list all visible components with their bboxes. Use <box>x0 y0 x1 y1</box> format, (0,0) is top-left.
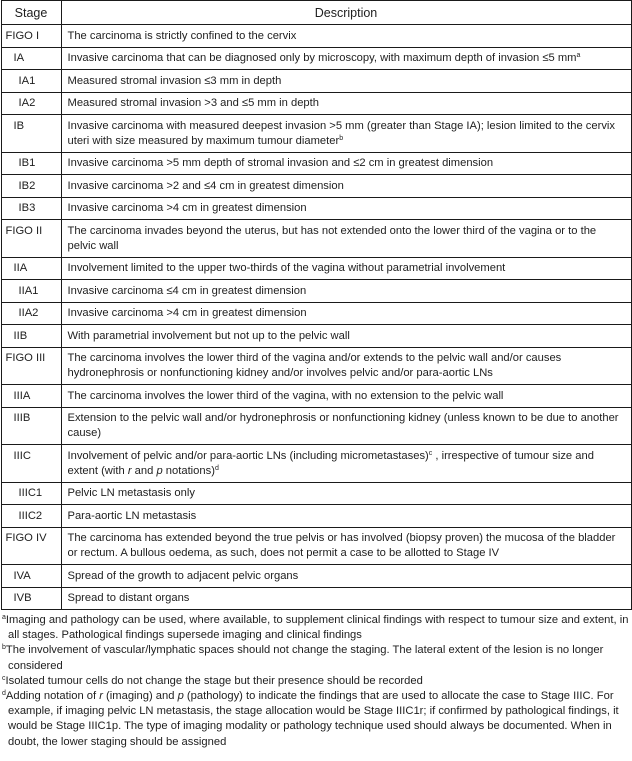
description-text: Extension to the pelvic wall and/or hydronephrosis or nonfunctioning kidney (unless known to be due to another cause) <box>67 412 619 439</box>
description-text: notations) <box>162 464 215 477</box>
footnote-marker: c <box>428 449 433 457</box>
table-row <box>1 280 631 303</box>
table-row <box>1 482 631 505</box>
stage-cell: IA2 <box>1 92 61 115</box>
description-text: Spread of the growth to adjacent pelvic organs <box>67 569 299 582</box>
table-row <box>1 587 631 610</box>
footnote-a <box>2 613 631 643</box>
footnote-marker: b <box>339 134 344 142</box>
stage-cell: IA <box>1 47 61 70</box>
description-text: Measured stromal invasion >3 and ≤5 mm in depth <box>67 97 319 109</box>
footnote-mark: a <box>2 614 6 621</box>
footnote-text: Imaging and pathology can be used, where available, to supplement clinical findings with respect to tumour size and extent, in all stages. Pathological findings supersede imaging and clinical findings <box>5 614 629 642</box>
description-text: Involvement limited to the upper two-thirds of the vagina without parametrial involvement <box>67 262 506 274</box>
description-cell <box>61 257 631 280</box>
figo-staging-table <box>1 0 632 610</box>
stage-cell: FIGO I <box>1 25 61 48</box>
description-cell <box>61 565 631 588</box>
description-cell <box>61 385 631 408</box>
stage-cell: IVB <box>1 587 61 610</box>
description-cell <box>61 505 631 528</box>
table-row <box>1 220 631 258</box>
description-cell <box>61 302 631 325</box>
table-body <box>1 25 631 610</box>
stage-cell: IIIC <box>1 445 61 483</box>
footnote-c <box>2 674 631 689</box>
table-header-row <box>1 1 631 25</box>
description-cell <box>61 70 631 93</box>
description-cell <box>61 347 631 385</box>
description-text: Invasive carcinoma >4 cm in greatest dimension <box>67 307 307 319</box>
table-row <box>1 70 631 93</box>
stage-cell: IIB <box>1 325 61 348</box>
stage-cell: IIIC1 <box>1 482 61 505</box>
description-cell <box>61 482 631 505</box>
description-text: The carcinoma has extended beyond the true pelvis or has involved (biopsy proven) the mucosa of the bladder or rectum. A bullous oedema, as such, does not permit a case to be allotted to Stage IV <box>67 532 616 559</box>
description-text: Spread to distant organs <box>67 592 190 604</box>
description-cell <box>61 175 631 198</box>
table-row <box>1 25 631 48</box>
description-text: Invasive carcinoma with measured deepest invasion >5 mm (greater than Stage IA); lesion limited to the cervix uteri with size measured by maximum tumour diameter <box>67 119 616 147</box>
footnote-marker: a <box>576 52 581 59</box>
description-text: Invasive carcinoma >4 cm in greatest dimension <box>67 202 307 214</box>
description-cell <box>61 445 631 483</box>
stage-cell: IIA2 <box>1 302 61 325</box>
description-cell <box>61 220 631 258</box>
description-text: and <box>131 464 157 477</box>
table-row <box>1 115 631 153</box>
description-cell <box>61 47 631 70</box>
stage-cell: IB1 <box>1 152 61 175</box>
description-cell <box>61 152 631 175</box>
table-row <box>1 302 631 325</box>
table-row <box>1 175 631 198</box>
description-cell <box>61 407 631 445</box>
footnote-text: (pathology) to indicate the findings that are used to allocate the case to Stage IIIC. For example, if imaging pelvic LN metastasis, the stage allocation would be Stage IIIC1r; if confirmed by pathological findings, it would be Stage IIIC1p. The type of imaging modality or pathology technique used should always be documented. When in doubt, the lower staging should be assigned <box>8 690 619 748</box>
footnote-text: The involvement of vascular/lymphatic spaces should not change the staging. The lateral extent of the lesion is no longer considered <box>5 644 604 672</box>
description-text: Involvement of pelvic and/or para-aortic LNs (including micrometastases) <box>67 449 429 462</box>
footnote-text: Adding notation of <box>5 690 100 703</box>
table-row <box>1 197 631 220</box>
table-row <box>1 325 631 348</box>
description-cell <box>61 325 631 348</box>
stage-cell: IB3 <box>1 197 61 220</box>
table-row <box>1 47 631 70</box>
footnote-mark: b <box>2 644 6 652</box>
stage-cell: FIGO III <box>1 347 61 385</box>
stage-cell: IIA1 <box>1 280 61 303</box>
description-cell <box>61 25 631 48</box>
column-header-description: Description <box>61 1 631 25</box>
table-row <box>1 385 631 408</box>
table-row <box>1 92 631 115</box>
notation-italic: p <box>156 464 163 477</box>
table-row <box>1 445 631 483</box>
footnote-marker: d <box>214 464 219 472</box>
description-text: Para-aortic LN metastasis <box>67 509 197 522</box>
footnote-b <box>2 643 631 673</box>
stage-cell: IA1 <box>1 70 61 93</box>
table-row <box>1 505 631 528</box>
stage-cell: IIIA <box>1 385 61 408</box>
stage-cell: FIGO IV <box>1 527 61 565</box>
description-cell <box>61 115 631 153</box>
table-row <box>1 152 631 175</box>
table-row <box>1 565 631 588</box>
table-row <box>1 257 631 280</box>
table-row <box>1 407 631 445</box>
footnote-d <box>2 689 631 750</box>
description-text: The carcinoma involves the lower third of the vagina and/or extends to the pelvic wall and/or causes hydronephrosis or nonfunctioning kidney and/or involves pelvic and/or para-aortic LNs <box>67 352 562 379</box>
description-text: Invasive carcinoma >2 and ≤4 cm in greatest dimension <box>67 179 344 192</box>
description-text: , irrespective of tumour size and extent (with <box>67 449 594 477</box>
footnote-text: Isolated tumour cells do not change the stage but their presence should be recorded <box>5 674 423 687</box>
description-text: The carcinoma invades beyond the uterus, but has not extended onto the lower third of the vagina or to the pelvic wall <box>67 224 597 252</box>
notation-italic: r <box>127 464 132 477</box>
description-cell <box>61 92 631 115</box>
description-text: Pelvic LN metastasis only <box>67 487 195 499</box>
description-text: Invasive carcinoma ≤4 cm in greatest dimension <box>67 284 307 297</box>
description-cell <box>61 527 631 565</box>
column-header-stage: Stage <box>1 1 61 25</box>
footnote-mark: d <box>2 690 6 698</box>
notation-italic: p <box>177 690 184 703</box>
stage-cell: IB2 <box>1 175 61 198</box>
stage-cell: IB <box>1 115 61 153</box>
stage-cell: IVA <box>1 565 61 588</box>
stage-cell: FIGO II <box>1 220 61 258</box>
description-cell <box>61 280 631 303</box>
description-text: The carcinoma is strictly confined to the cervix <box>67 29 297 42</box>
footnote-mark: c <box>2 674 6 682</box>
notation-italic: r <box>99 690 103 703</box>
description-cell <box>61 197 631 220</box>
stage-cell: IIIC2 <box>1 505 61 528</box>
table-footnotes <box>0 610 632 750</box>
description-text: Invasive carcinoma >5 mm depth of stromal invasion and ≤2 cm in greatest dimension <box>67 157 494 169</box>
description-text: With parametrial involvement but not up to the pelvic wall <box>67 329 350 342</box>
description-text: Invasive carcinoma that can be diagnosed only by microscopy, with maximum depth of invasion ≤5 mm <box>67 52 577 64</box>
table-row <box>1 347 631 385</box>
table-row <box>1 527 631 565</box>
description-text: The carcinoma involves the lower third of the vagina, with no extension to the pelvic wall <box>67 389 504 402</box>
stage-cell: IIA <box>1 257 61 280</box>
footnote-text: (imaging) and <box>102 690 178 703</box>
description-cell <box>61 587 631 610</box>
stage-cell: IIIB <box>1 407 61 445</box>
description-text: Measured stromal invasion ≤3 mm in depth <box>67 74 282 87</box>
